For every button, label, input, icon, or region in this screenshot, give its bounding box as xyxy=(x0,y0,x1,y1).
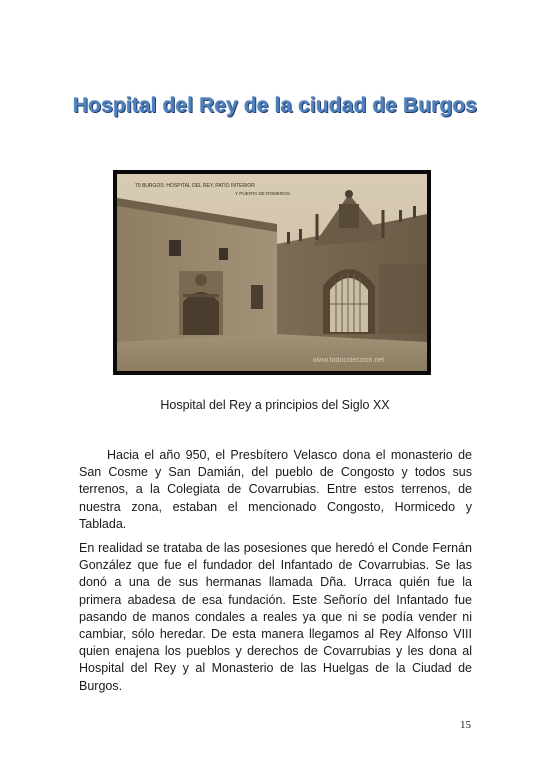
postcard-text-1: 70 BURGOS: HOSPITAL DEL REY, PATIO INTERIOR xyxy=(135,183,255,189)
hospital-postcard-image xyxy=(117,174,427,371)
photo-caption: Hospital del Rey a principios del Siglo XX xyxy=(160,398,390,412)
paragraph-1: Hacia el año 950, el Presbítero Velasco dona el monasterio de San Cosme y San Damián, del pueblo de Congosto y todos sus terrenos, a la Colegiata de Covarrubias. Entre estos terrenos, de nuestra zona, estaban el mencionado Congosto, Hormicedo y Tablada. xyxy=(79,448,472,531)
page-number: 15 xyxy=(460,719,471,731)
body-text xyxy=(79,447,472,702)
postcard-text-2: Y PUERTA DE ROMEROS xyxy=(235,191,290,196)
page-title: Hospital del Rey de la ciudad de Burgos xyxy=(72,94,478,117)
paragraph-2: En realidad se trataba de las posesiones que heredó el Conde Fernán González que fue el fundador del Infantado de Covarrubias. Se las donó a una de sus hermanas llamada Dña. Urraca quién fue la primera abadesa de esa fundación. Este Señorío del Infantado fue pasando de manos condales a reales ya que ni se podía vender ni cambiar, sólo heredar. De esta manera llegamos al Rey Alfonso VIII quien enajena los pueblos y derechos de Covarrubias y les dona al Hospital del Rey y al Monasterio de las Huelgas de la Ciudad de Burgos. xyxy=(79,541,472,693)
watermark-text: www.todocoleccion.net xyxy=(313,357,385,364)
historic-photo xyxy=(113,170,431,375)
